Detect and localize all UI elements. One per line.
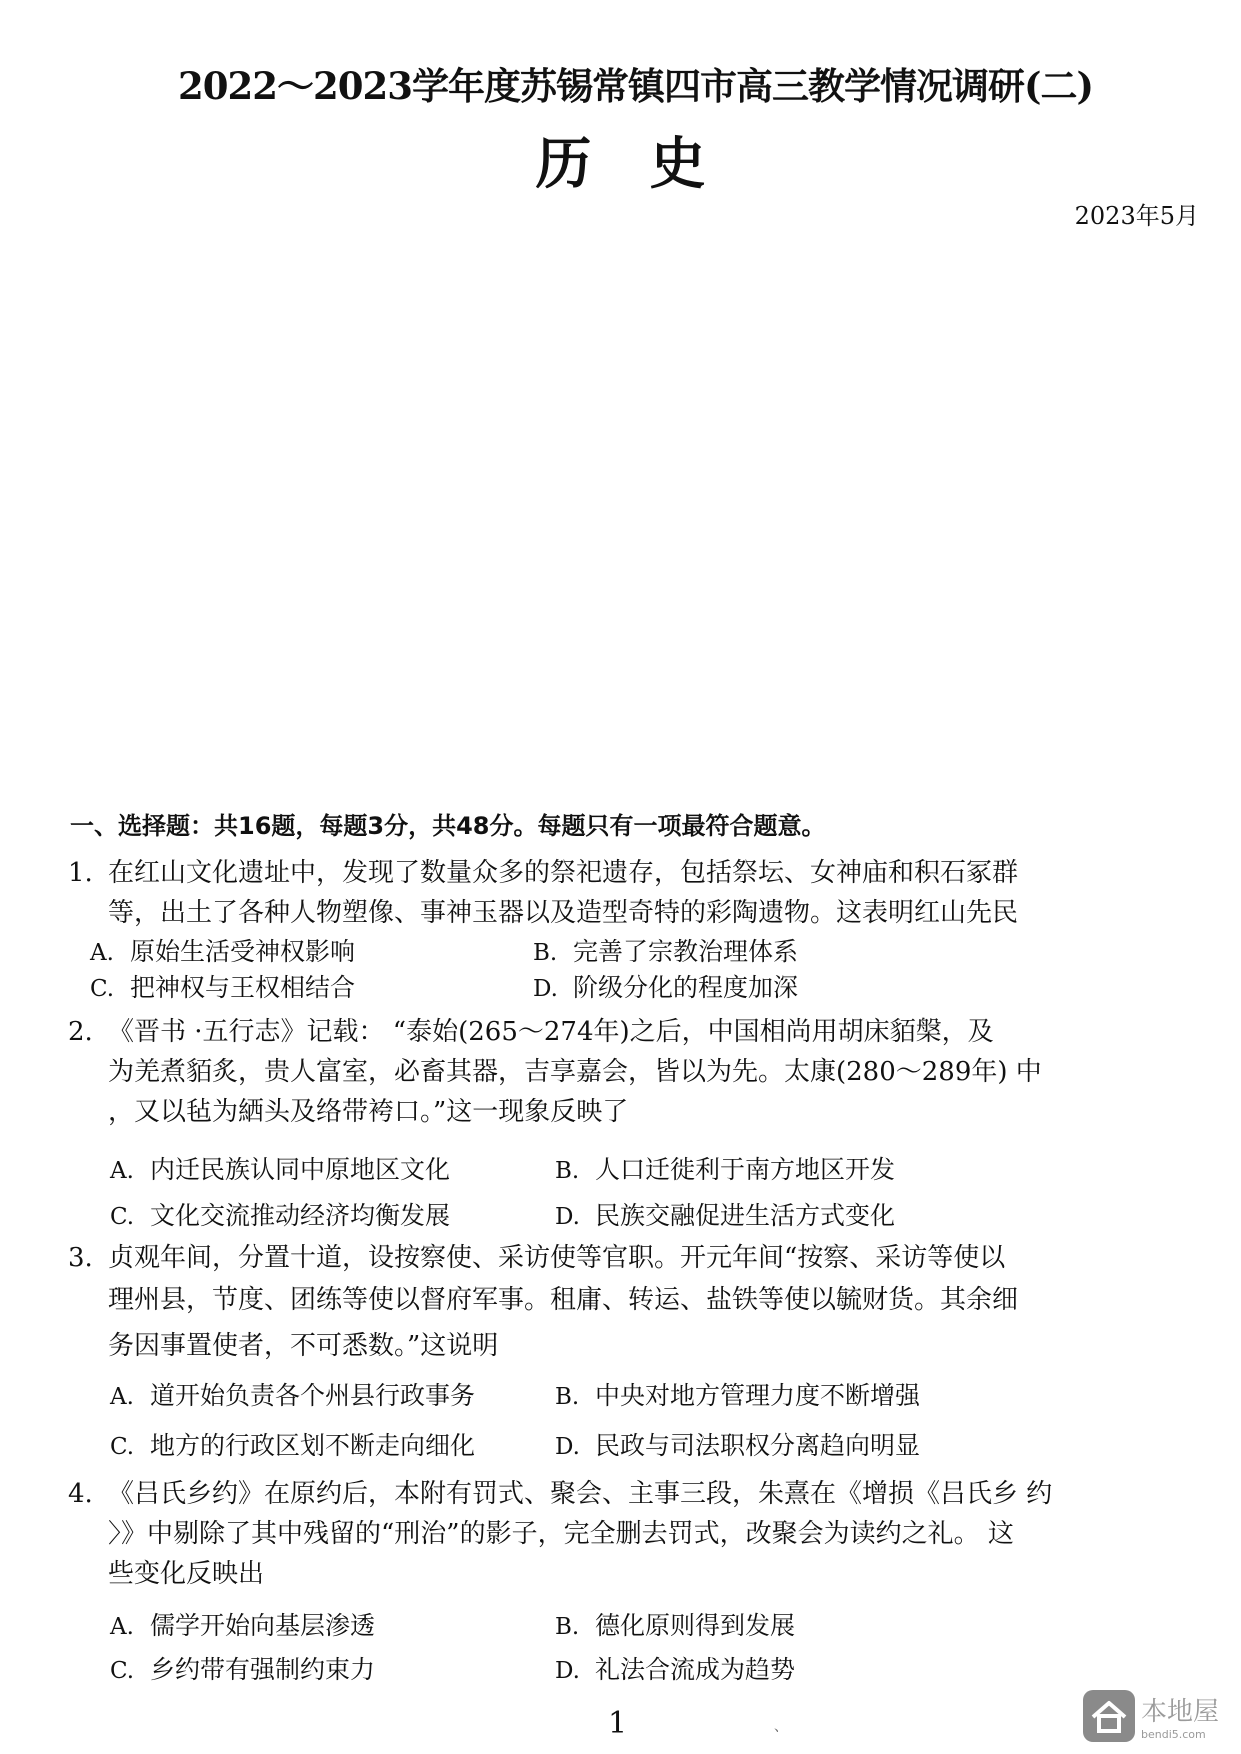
question-line: 为羌煮貊炙，贵人富室，必畜其器，吉享嘉会，皆以为先。太康(280～289年) 中 (108, 1057, 1042, 1087)
option-letter: A. (90, 940, 114, 966)
option-letter: C. (110, 1658, 135, 1684)
option-b[interactable] (555, 1376, 920, 1412)
exam-date: 2023年5月 (1074, 202, 1199, 230)
option-d[interactable] (555, 1650, 795, 1686)
question-line: ，又以毡为絤头及络带袴口。”这一现象反映了 (108, 1097, 629, 1127)
option-letter: C. (110, 1434, 135, 1460)
option-letter: B. (555, 1384, 580, 1410)
option-text: 民族交融促进生活方式变化 (595, 1201, 896, 1230)
option-letter: B. (533, 940, 558, 966)
option-c[interactable] (110, 1650, 375, 1686)
question-line: 在红山文化遗址中，发现了数量众多的祭祀遗存，包括祭坛、女神庙和积石冢群 (108, 858, 1019, 888)
option-text: 文化交流推动经济均衡发展 (150, 1201, 451, 1230)
exam-title: 2022～2023学年度苏锡常镇四市高三教学情况调研(二) (178, 64, 1093, 108)
question-line: 〉》中剔除了其中残留的“刑治”的影子，完全删去罚式，改聚会为读约之礼。 这 (108, 1519, 1014, 1549)
question-line: 《吕氏乡约》在原约后，本附有罚式、聚会、主事三段，朱熹在《增损《吕氏乡 约 (108, 1479, 1053, 1509)
option-text: 人口迁徙利于南方地区开发 (595, 1155, 896, 1184)
option-b[interactable] (555, 1150, 895, 1186)
watermark (1083, 1690, 1219, 1742)
option-a[interactable] (110, 1606, 375, 1642)
question-line: 务因事置使者，不可悉数。”这说明 (108, 1331, 499, 1361)
question-line: 等，出土了各种人物塑像、事神玉器以及造型奇特的彩陶遗物。这表明红山先民 (108, 898, 1019, 928)
stray-mark: 、 (774, 1719, 788, 1735)
option-text: 把神权与王权相结合 (130, 973, 356, 1002)
option-text: 礼法合流成为趋势 (595, 1655, 796, 1684)
watermark-url: bendi5.com (1140, 1728, 1206, 1741)
option-text: 道开始负责各个州县行政事务 (150, 1381, 476, 1410)
option-letter: C. (110, 1204, 135, 1230)
option-b[interactable] (555, 1606, 795, 1642)
option-text: 地方的行政区划不断走向细化 (150, 1431, 476, 1460)
option-letter: B. (555, 1158, 580, 1184)
watermark-name: 本地屋 (1140, 1697, 1219, 1727)
question-number: 2. (68, 1017, 93, 1047)
page-number: 1 (608, 1706, 628, 1741)
option-letter: A. (110, 1384, 134, 1410)
option-text: 完善了宗教治理体系 (573, 937, 799, 966)
question-number: 4. (68, 1479, 93, 1509)
option-text: 儒学开始向基层渗透 (150, 1611, 376, 1640)
option-a[interactable] (90, 932, 355, 968)
section-heading: 一、选择题：共16题，每题3分，共48分。每题只有一项最符合题意。 (70, 812, 826, 840)
option-b[interactable] (533, 932, 798, 968)
option-d[interactable] (555, 1196, 895, 1232)
question-number: 1. (68, 858, 93, 888)
option-c[interactable] (110, 1426, 475, 1462)
option-letter: A. (110, 1614, 134, 1640)
question-number: 3. (68, 1243, 93, 1273)
question-line: 贞观年间，分置十道，设按察使、采访使等官职。开元年间“按察、采访等使以 (108, 1243, 1006, 1273)
option-text: 阶级分化的程度加深 (573, 973, 799, 1002)
option-d[interactable] (533, 968, 798, 1004)
option-text: 德化原则得到发展 (595, 1611, 796, 1640)
subject-title: 历史 (535, 132, 764, 197)
option-letter: D. (555, 1658, 580, 1684)
option-a[interactable] (110, 1150, 450, 1186)
option-c[interactable] (110, 1196, 450, 1232)
question-line: 《晋书 ·五行志》记载： “泰始(265～274年)之后，中国相尚用胡床貊槃，及 (108, 1017, 994, 1047)
option-letter: A. (110, 1158, 134, 1184)
option-text: 民政与司法职权分离趋向明显 (595, 1431, 921, 1460)
option-text: 原始生活受神权影响 (130, 937, 356, 966)
option-text: 内迁民族认同中原地区文化 (150, 1155, 451, 1184)
option-c[interactable] (90, 968, 355, 1004)
option-d[interactable] (555, 1426, 920, 1462)
option-letter: D. (533, 976, 558, 1002)
option-letter: D. (555, 1434, 580, 1460)
question-line: 理州县，节度、团练等使以督府军事。租庸、转运、盐铁等使以毓财货。其余细 (108, 1285, 1019, 1315)
option-letter: C. (90, 976, 115, 1002)
option-a[interactable] (110, 1376, 475, 1412)
option-text: 乡约带有强制约束力 (150, 1655, 376, 1684)
option-letter: B. (555, 1614, 580, 1640)
question-line: 些变化反映出 (108, 1559, 265, 1589)
option-letter: D. (555, 1204, 580, 1230)
house-icon (1083, 1690, 1135, 1742)
option-text: 中央对地方管理力度不断增强 (595, 1381, 921, 1410)
